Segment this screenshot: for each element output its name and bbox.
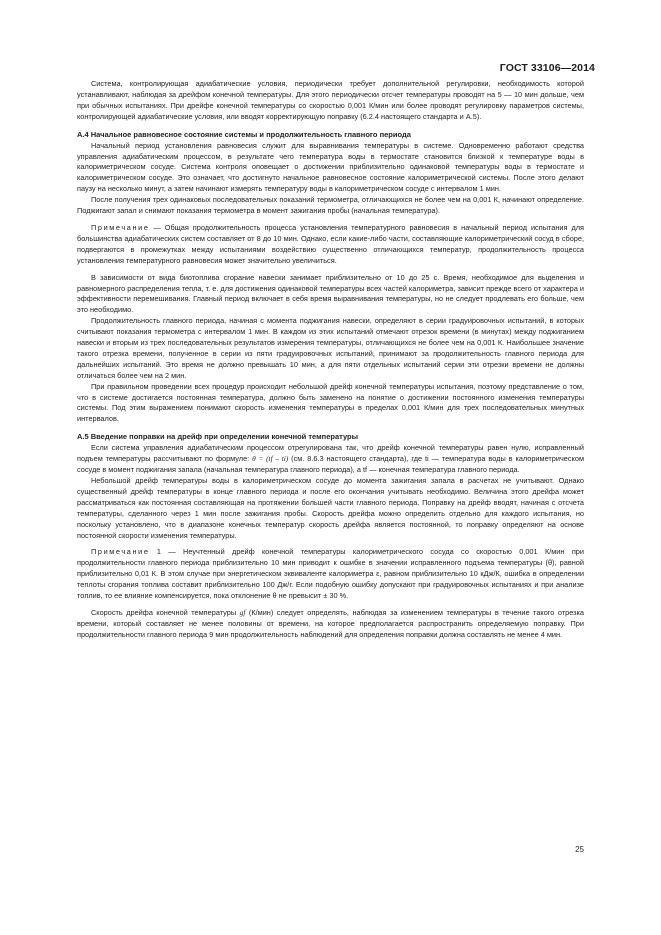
note-equilibrium bbox=[77, 223, 584, 267]
drift-rate-lead-text: Скорость дрейфа конечной температуры bbox=[91, 607, 240, 617]
paragraph-main-period-duration: Продолжительность главного периода, начиная с момента поджигания навески, определяют в серии градуировочных испытаний, в которых считывают показания термометра с интервалом 1 мин. В каждом из этих испытаний отмечают отрезок времени (в минутах) между поджиганием навески и вторым из трех последовательных результатов измерения температуры, отличающихся не более чем на 0,001 К. Наибольшее значение такого отрезка времени, полученное в серии из пяти градуировочных испытаний, принимают за продолжительность главного периода для дальнейших испытаний. Это время не должно превышать 10 мин, а для пяти отдельных испытаний серии эти отрезки времени не должны отличаться более чем на 2 мин. bbox=[77, 316, 584, 380]
drift-rate-trailing-text: (К/мин) следует определять, наблюдая за изменением температуры в течение такого отрезка времени, который составляет не менее половины от времени, на которое предполагается распространить определяемую поправку. При продолжительности главного периода 9 мин продолжительность наблюдений для определения поправки должна составлять не менее 4 мин. bbox=[77, 607, 585, 639]
formula-trailing-text: (см. 8.6.3 настоящего стандарта), где ti — температура воды в калориметрическом сосуде в момент поджигания запала (начальная температура главного периода), а tf — конечная температура главного периода. bbox=[77, 454, 584, 475]
paragraph-zero-drift-formula bbox=[77, 443, 584, 476]
note-uncorrected-drift bbox=[77, 547, 584, 602]
paragraph-drift-rate bbox=[77, 608, 584, 641]
paragraph-thermometer-readings: После получения трех одинаковых последовательных показаний термометра, отличающихся не более чем на 0,001 К, начинают определение. Поджигают запал и снимают показания термометра в момент зажигания пробы (начальная температура). bbox=[77, 195, 584, 216]
document-body bbox=[77, 79, 584, 641]
drift-rate-symbol: gf bbox=[239, 607, 246, 617]
note-text: 1 — Неучтенный дрейф конечной температуры калориметрического сосуда со скоростью 0,001 К/мин при продолжительности главного периода приблизительно 10 мин приводит к ошибке в значении исправленного подъема температуры (θ), равной приблизительно 0,01 К. В этом случае при энергетическом эквиваленте калориметра ε, равном приблизительно 10 кДж/К, ошибка в определении теплоты сгорания топлива составит приблизительно 100 Дж/г. Если подобную ошибку допускают при градуировочных испытаниях и при анализе топлив, то ее влияние компенсируется, пока отклонение θ не превысит ± 30 %. bbox=[77, 547, 584, 601]
paragraph-drift-correction: Небольшой дрейф температуры воды в калориметрическом сосуде до момента зажигания запала в расчетах не учитывают. Однако существенный дрейф температуры в конце главного периода и после его окончания учитывать необходимо. Величина этого дрейфа может рассматриваться как постоянная составляющая на протяжении большей части главного периода. Поправку на дрейф вводят, начиная с отсчета температуры, сделанного через 1 мин после зажигания пробы. Скорость дрейфа можно определить отдельно для каждого испытания, но поскольку установлено, что в диапазоне конечных температур скорость дрейфа является постоянной, то поправку определяют на основе постоянной скорости изменения температуры. bbox=[77, 476, 584, 540]
section-heading-a5: А.5 Введение поправки на дрейф при определении конечной температуры bbox=[77, 432, 359, 442]
paragraph-adiabatic-control: Система, контролирующая адиабатические условия, периодически требует дополнительной регулировки, необходимость которой устанавливают, наблюдая за дрейфом конечной температуры. Для этого периодически отсчет температуры проводят на 5 — 10 мин дольше, чем при обычных испытаниях. При дрейфе конечной температуры со скоростью 0,001 К/мин или более проводят регулировку параметров системы, контролирующей адиабатические условия, или вводят корректирующую поправку (6.2.4 настоящего стандарта и А.5). bbox=[77, 79, 584, 121]
paragraph-initial-period: Начальный период установления равновесия служит для выравнивания температуры в системе. Одновременно работают средства управления адиабатическим процессом, в результате чего температура воды в термостате становится близкой к температуре воды в калориметрическом сосуде. Система контроля оповещает о достижении приблизительно одинаковой температуры воды в термостате и калориметрическом сосуде. Это означает, что достигнуто начальное равновесное состояние калориметрической системы. После этого делают паузу на несколько минут, а затем начинают измерять температуру воды в калориметрическом сосуде с интервалом 1 мин. bbox=[77, 140, 584, 194]
page-number: 25 bbox=[575, 845, 584, 854]
temperature-rise-formula: θ = (tf – ti) bbox=[252, 454, 289, 464]
note-label: Примечание bbox=[91, 222, 150, 232]
formula-lead-text: Если система управления адиабатическим процессом отрегулирована так, что дрейф конечной температуры равен нулю, исправленный подъем температуры рассчитывают по формуле: bbox=[77, 443, 584, 464]
note-label: Примечание bbox=[91, 547, 150, 557]
document-code: ГОСТ 33106—2014 bbox=[499, 62, 595, 74]
paragraph-temperature-drift: При правильном проведении всех процедур происходит небольшой дрейф конечной температуры испытания, поэтому представление о том, что в системе достигается постоянная температура, должно быть заменено на понятие о достижении постоянного изменения температуры системы. Под этим выражением понимают скорость изменения температуры в пределах 0,001 К/мин для трех последовательных минутных интервалов. bbox=[77, 381, 584, 424]
note-text: — Общая продолжительность процесса установления температурного равновесия в начальный период испытания для большинства адиабатических систем составляет от 8 до 10 мин. Однако, если какие-либо части, составляющие калориметрический сосуд в сборе, подвергаются в промежутках между испытаниями воздействию существенно отличающихся температур, продолжительность процесса установления температурного равновесия может значительно увеличиться. bbox=[77, 222, 584, 265]
section-heading-a4: А.4 Начальное равновесное состояние системы и продолжительность главного периода bbox=[77, 129, 411, 139]
paragraph-combustion-time: В зависимости от вида биотоплива сгорание навески занимает приблизительно от 10 до 25 с. Время, необходимое для выделения и равномерного распределения тепла, т. е. для достижения одинаковой температуры всех частей калориметра, зависит прежде всего от характера и эффективности перемешивания. Главный период включает в себя время выравнивания температуры, но не следует продлевать его больше, чем это необходимо. bbox=[77, 272, 584, 315]
